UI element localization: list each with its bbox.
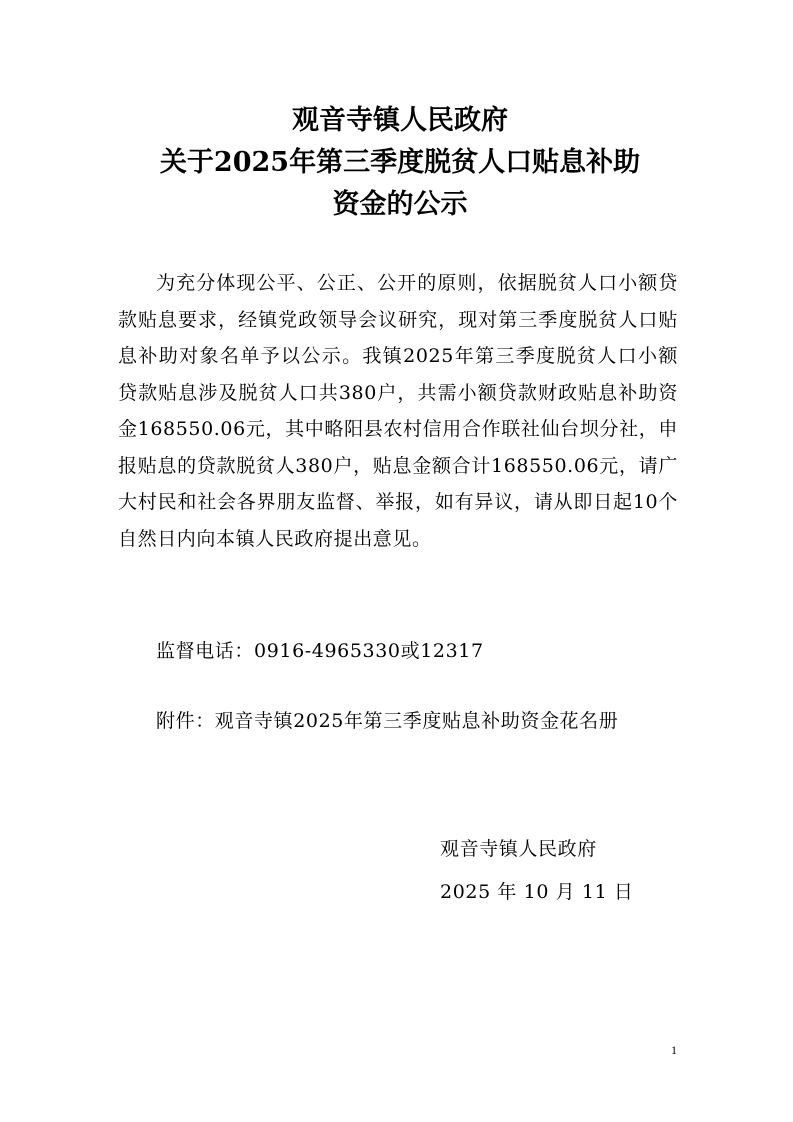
document-title	[100, 100, 700, 226]
title-line-issuer: 观音寺镇人民政府	[292, 105, 508, 136]
title-line-subject: 关于2025年第三季度脱贫人口贴息补助	[159, 147, 641, 178]
signature-date: 2025 年 10 月 11 日	[440, 881, 634, 903]
notice-body-paragraph: 为充分体现公平、公正、公开的原则，依据脱贫人口小额贷款贴息要求，经镇党政领导会议研究，现对第三季度脱贫人口贴息补助对象名单予以公示。我镇2025年第三季度脱贫人口小额贷款贴息涉及脱贫人口共380户，共需小额贷款财政贴息补助资金168550.06元，其中略阳县农村信用合作联社仙台坝分社，申报贴息的贷款脱贫人380户，贴息金额合计168550.06元，请广大村民和社会各界朋友监督、举报，如有异议，请从即日起10个自然日内向本镇人民政府提出意见。	[118, 272, 678, 550]
attachment-note: 附件：观音寺镇2025年第三季度贴息补助资金花名册	[156, 710, 619, 732]
signature-organization: 观音寺镇人民政府	[440, 838, 597, 860]
supervision-phone: 监督电话：0916-4965330或12317	[156, 640, 484, 662]
page-number: 1	[671, 1043, 677, 1057]
title-line-subject-end: 资金的公示	[332, 189, 468, 220]
